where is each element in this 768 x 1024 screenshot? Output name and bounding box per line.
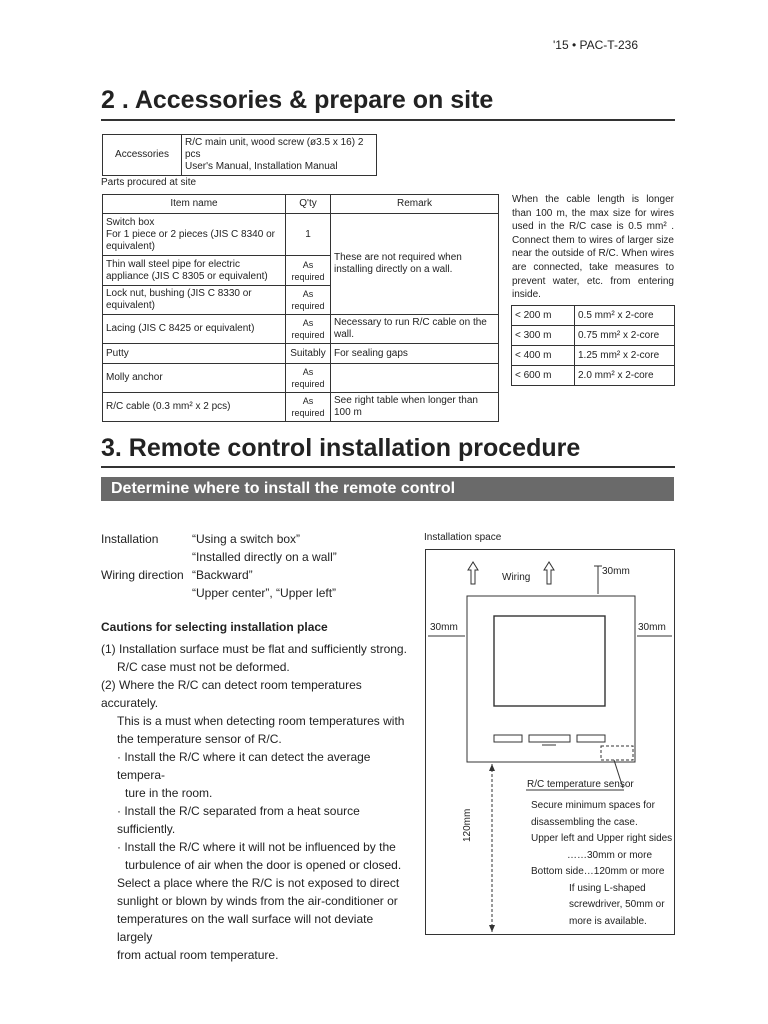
installation-space-diagram: [425, 549, 675, 935]
wiring-label: Wiring: [502, 572, 531, 583]
parts-caption: Parts procured at site: [101, 177, 197, 188]
row-3-item: Lock nut, bushing (JIS C 8330 or equivalent): [103, 286, 286, 315]
caution-1-line-2: R/C case must not be deformed.: [117, 660, 290, 674]
caution-2-line-2: This is a must when detecting room temperatures with: [117, 714, 405, 728]
wiring-value-2: “Upper center”, “Upper left”: [192, 586, 337, 600]
section-3-rule: [101, 466, 675, 468]
wiring-direction-label: Wiring direction: [101, 568, 184, 582]
wiring-arrow-left-icon: [468, 562, 478, 584]
note-3: Upper left and Upper right sides: [531, 833, 673, 844]
accessories-line-1: R/C main unit, wood screw (ø3.5 x 16) 2 pcs: [185, 137, 364, 160]
header-qty: Q'ty: [286, 195, 331, 214]
paragraph-line-1: Select a place where the R/C is not exposed to direct: [117, 876, 400, 890]
row-4-item: Lacing (JIS C 8425 or equivalent): [103, 315, 286, 344]
installation-value-2: “Installed directly on a wall”: [192, 550, 337, 564]
cable-len-3: < 400 m: [512, 346, 575, 366]
section-2-title: 2 . Accessories & prepare on site: [101, 86, 494, 114]
cable-size-table: [511, 305, 675, 386]
installation-value-1: “Using a switch box”: [192, 532, 301, 546]
cable-size-4: 2.0 mm² x 2-core: [575, 366, 675, 386]
wiring-arrow-right-icon: [544, 562, 554, 584]
paragraph-line-4: from actual room temperature.: [117, 948, 279, 962]
row-6-item: Molly anchor: [103, 364, 286, 393]
row-6-qty: As required: [286, 364, 331, 393]
note-8: more is available.: [569, 915, 647, 927]
installation-space-caption: Installation space: [424, 532, 502, 543]
cable-len-4: < 600 m: [512, 366, 575, 386]
row-2-item: Thin wall steel pipe for electric appliance (JIS C 8305 or equivalent): [103, 256, 286, 286]
cable-len-1: < 200 m: [512, 306, 575, 326]
rc-button-right: [577, 735, 605, 742]
caution-1-line-1: (1) Installation surface must be flat and sufficiently strong.: [101, 642, 407, 656]
row-5-item: Putty: [103, 344, 286, 364]
space-notes: [531, 798, 672, 930]
parts-table: [102, 194, 499, 422]
paragraph-line-3: temperatures on the wall surface will not deviate largely: [117, 912, 374, 944]
accessories-label: Accessories: [103, 135, 182, 176]
row-2-qty: As required: [286, 256, 331, 286]
accessories-line-2: User's Manual, Installation Manual: [185, 161, 338, 172]
bullet-1-line-1: · Install the R/C where it can detect the average tempera-: [117, 750, 371, 782]
accessories-table: [102, 134, 377, 176]
cautions-title: Cautions for selecting installation place: [101, 620, 328, 634]
caution-2-line-3: the temperature sensor of R/C.: [117, 732, 282, 746]
row-6-remark: [331, 364, 499, 393]
note-7: screwdriver, 50mm or: [569, 899, 665, 910]
document-id: '15 • PAC-T-236: [553, 38, 638, 52]
paragraph-line-2: sunlight or blown by winds from the air-conditioner or: [117, 894, 398, 908]
caution-2-line-1: (2) Where the R/C can detect room temperatures accurately.: [101, 678, 362, 710]
right-dimension: 30mm: [638, 622, 666, 633]
row-7-remark: See right table when longer than 100 m: [331, 393, 499, 422]
wiring-value-1: “Backward”: [192, 568, 253, 582]
note-4: ……30mm or more: [567, 849, 653, 861]
row-5-qty: Suitably: [286, 344, 331, 364]
row-7-qty: As required: [286, 393, 331, 422]
row-4-qty: As required: [286, 315, 331, 344]
row-3-qty: As required: [286, 286, 331, 315]
bullet-1-line-2: ture in the room.: [125, 786, 213, 800]
note-1: Secure minimum spaces for: [531, 800, 655, 811]
cable-size-3: 1.25 mm² x 2-core: [575, 346, 675, 366]
section-2-rule: [101, 119, 675, 121]
bullet-2: · Install the R/C separated from a heat source sufficiently.: [117, 804, 360, 836]
top-dimension: 30mm: [602, 566, 630, 577]
note-5: Bottom side…120mm or more: [531, 866, 665, 877]
header-item: Item name: [103, 195, 286, 214]
bottom-dimension: 120mm: [462, 808, 473, 842]
installation-label: Installation: [101, 532, 159, 546]
row-7-item: R/C cable (0.3 mm² x 2 pcs): [103, 393, 286, 422]
bullet-3-line-1: · Install the R/C where it will not be influenced by the: [117, 840, 396, 854]
rc-screen: [494, 616, 605, 706]
section-banner: Determine where to install the remote control: [101, 477, 674, 501]
sensor-label: R/C temperature sensor: [527, 779, 634, 790]
row-4-remark: Necessary to run R/C cable on the wall.: [331, 315, 499, 344]
bullet-3-line-2: turbulence of air when the door is opened or closed.: [125, 858, 402, 872]
rc-button-left: [494, 735, 522, 742]
row-5-remark: For sealing gaps: [331, 344, 499, 364]
section-3-title: 3. Remote control installation procedure: [101, 434, 581, 462]
header-remark: Remark: [331, 195, 499, 214]
rc-button-center: [529, 735, 570, 742]
cable-len-2: < 300 m: [512, 326, 575, 346]
accessories-contents: [182, 135, 377, 176]
row-1-item: Switch box For 1 piece or 2 pieces (JIS C 8340 or equivalent): [103, 214, 286, 256]
cautions-body: [101, 640, 411, 964]
cable-note: When the cable length is longer than 100 m, the max size for wires used in the R/C case is 0.5 mm² . Connect them to wires of larger size near the outside of R/C. When wires are connected, take measures to prevent water, etc. from entering inside.: [512, 194, 674, 301]
note-6: If using L-shaped: [569, 882, 646, 894]
note-2: disassembling the case.: [531, 816, 638, 828]
row-1-qty: 1: [286, 214, 331, 256]
merged-remark: These are not required when installing directly on a wall.: [331, 214, 499, 315]
cable-size-2: 0.75 mm² x 2-core: [575, 326, 675, 346]
cable-size-1: 0.5 mm² x 2-core: [575, 306, 675, 326]
left-dimension: 30mm: [430, 622, 458, 633]
